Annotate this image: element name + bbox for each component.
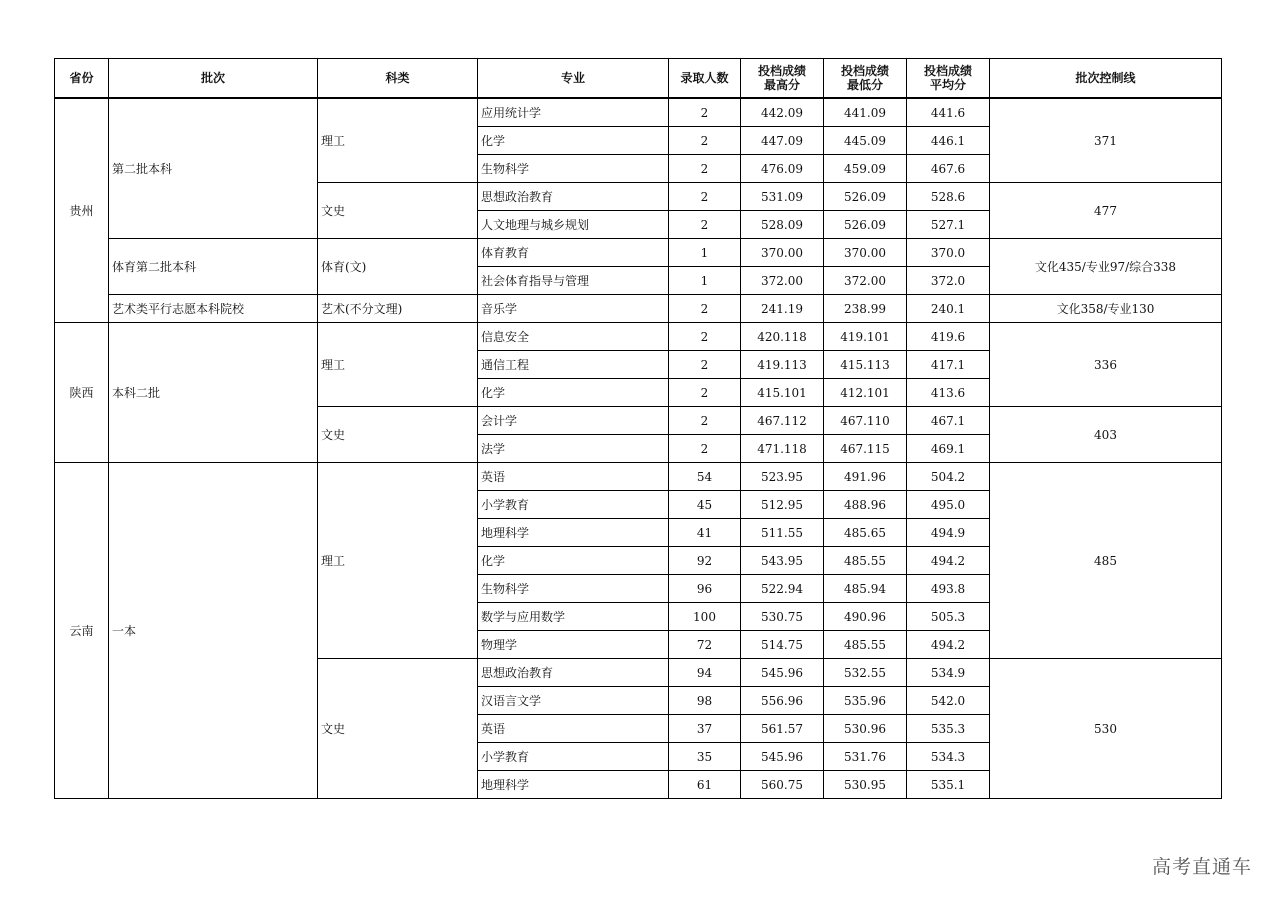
- major-cell: 应用统计学: [478, 98, 669, 127]
- major-cell: 地理科学: [478, 771, 669, 799]
- header-avg-score: [907, 59, 990, 99]
- control-line-cell: 477: [990, 183, 1222, 239]
- admission-score-table: [54, 58, 1222, 799]
- min-score-cell: 412.101: [824, 379, 907, 407]
- major-cell: 人文地理与城乡规划: [478, 211, 669, 239]
- major-cell: 化学: [478, 127, 669, 155]
- category-cell: 体育(文): [318, 239, 478, 295]
- major-cell: 思想政治教育: [478, 183, 669, 211]
- avg-score-cell: 504.2: [907, 463, 990, 491]
- category-cell: 文史: [318, 407, 478, 463]
- min-score-cell: 372.00: [824, 267, 907, 295]
- admitted-cell: 2: [669, 435, 741, 463]
- max-score-cell: 528.09: [741, 211, 824, 239]
- control-line-cell: 530: [990, 659, 1222, 799]
- avg-score-cell: 535.1: [907, 771, 990, 799]
- batch-cell: 体育第二批本科: [109, 239, 318, 295]
- avg-score-cell: 534.9: [907, 659, 990, 687]
- table-row: [55, 463, 1222, 491]
- max-score-cell: 442.09: [741, 98, 824, 127]
- admitted-cell: 2: [669, 127, 741, 155]
- control-line-cell: 文化358/专业130: [990, 295, 1222, 323]
- max-score-cell: 419.113: [741, 351, 824, 379]
- max-score-cell: 545.96: [741, 743, 824, 771]
- admitted-cell: 100: [669, 603, 741, 631]
- min-score-cell: 467.115: [824, 435, 907, 463]
- avg-score-cell: 535.3: [907, 715, 990, 743]
- avg-score-cell: 493.8: [907, 575, 990, 603]
- admitted-cell: 2: [669, 407, 741, 435]
- min-score-cell: 485.94: [824, 575, 907, 603]
- header-batch: 批次: [109, 59, 318, 99]
- min-score-cell: 467.110: [824, 407, 907, 435]
- header-max-score: [741, 59, 824, 99]
- avg-score-cell: 441.6: [907, 98, 990, 127]
- header-min-score: [824, 59, 907, 99]
- avg-score-cell: 469.1: [907, 435, 990, 463]
- control-line-cell: 403: [990, 407, 1222, 463]
- min-score-cell: 485.65: [824, 519, 907, 547]
- major-cell: 化学: [478, 547, 669, 575]
- admitted-cell: 2: [669, 295, 741, 323]
- header-control-line: 批次控制线: [990, 59, 1222, 99]
- min-score-cell: 238.99: [824, 295, 907, 323]
- avg-score-cell: 528.6: [907, 183, 990, 211]
- province-cell: 贵州: [55, 98, 109, 323]
- admitted-cell: 61: [669, 771, 741, 799]
- min-score-cell: 485.55: [824, 547, 907, 575]
- table-header: [55, 59, 1222, 99]
- admitted-cell: 72: [669, 631, 741, 659]
- min-score-cell: 488.96: [824, 491, 907, 519]
- header-row: [55, 59, 1222, 99]
- admitted-cell: 45: [669, 491, 741, 519]
- control-line-cell: 371: [990, 98, 1222, 183]
- max-score-cell: 370.00: [741, 239, 824, 267]
- major-cell: 小学教育: [478, 743, 669, 771]
- admitted-cell: 41: [669, 519, 741, 547]
- min-score-cell: 530.95: [824, 771, 907, 799]
- header-max-score-line2: 最高分: [763, 78, 800, 92]
- avg-score-cell: 419.6: [907, 323, 990, 351]
- admitted-cell: 35: [669, 743, 741, 771]
- major-cell: 物理学: [478, 631, 669, 659]
- max-score-cell: 522.94: [741, 575, 824, 603]
- max-score-cell: 514.75: [741, 631, 824, 659]
- max-score-cell: 511.55: [741, 519, 824, 547]
- min-score-cell: 370.00: [824, 239, 907, 267]
- major-cell: 化学: [478, 379, 669, 407]
- avg-score-cell: 494.9: [907, 519, 990, 547]
- major-cell: 生物科学: [478, 575, 669, 603]
- batch-cell: 第二批本科: [109, 98, 318, 239]
- admitted-cell: 92: [669, 547, 741, 575]
- max-score-cell: 560.75: [741, 771, 824, 799]
- max-score-cell: 545.96: [741, 659, 824, 687]
- min-score-cell: 445.09: [824, 127, 907, 155]
- max-score-cell: 476.09: [741, 155, 824, 183]
- avg-score-cell: 494.2: [907, 631, 990, 659]
- batch-cell: 一本: [109, 463, 318, 799]
- avg-score-cell: 240.1: [907, 295, 990, 323]
- category-cell: 文史: [318, 183, 478, 239]
- avg-score-cell: 467.6: [907, 155, 990, 183]
- max-score-cell: 447.09: [741, 127, 824, 155]
- province-cell: 陕西: [55, 323, 109, 463]
- max-score-cell: 561.57: [741, 715, 824, 743]
- admitted-cell: 2: [669, 323, 741, 351]
- min-score-cell: 530.96: [824, 715, 907, 743]
- avg-score-cell: 467.1: [907, 407, 990, 435]
- min-score-cell: 459.09: [824, 155, 907, 183]
- header-admitted: 录取人数: [669, 59, 741, 99]
- category-cell: 艺术(不分文理): [318, 295, 478, 323]
- avg-score-cell: 505.3: [907, 603, 990, 631]
- header-avg-score-line2: 平均分: [929, 78, 966, 92]
- max-score-cell: 415.101: [741, 379, 824, 407]
- avg-score-cell: 370.0: [907, 239, 990, 267]
- header-province: 省份: [55, 59, 109, 99]
- max-score-cell: 420.118: [741, 323, 824, 351]
- table-row: [55, 239, 1222, 267]
- admitted-cell: 1: [669, 267, 741, 295]
- table-row: [55, 98, 1222, 127]
- control-line-cell: 336: [990, 323, 1222, 407]
- avg-score-cell: 413.6: [907, 379, 990, 407]
- major-cell: 英语: [478, 715, 669, 743]
- province-cell: 云南: [55, 463, 109, 799]
- batch-cell: 艺术类平行志愿本科院校: [109, 295, 318, 323]
- admitted-cell: 96: [669, 575, 741, 603]
- header-max-score-line1: 投档成绩: [757, 64, 806, 78]
- major-cell: 体育教育: [478, 239, 669, 267]
- major-cell: 小学教育: [478, 491, 669, 519]
- watermark-text: 高考直通车: [1151, 856, 1252, 878]
- admitted-cell: 2: [669, 155, 741, 183]
- major-cell: 信息安全: [478, 323, 669, 351]
- min-score-cell: 526.09: [824, 211, 907, 239]
- admitted-cell: 2: [669, 379, 741, 407]
- min-score-cell: 490.96: [824, 603, 907, 631]
- major-cell: 英语: [478, 463, 669, 491]
- header-major: 专业: [478, 59, 669, 99]
- batch-cell: 本科二批: [109, 323, 318, 463]
- max-score-cell: 543.95: [741, 547, 824, 575]
- admitted-cell: 1: [669, 239, 741, 267]
- avg-score-cell: 534.3: [907, 743, 990, 771]
- major-cell: 社会体育指导与管理: [478, 267, 669, 295]
- max-score-cell: 471.118: [741, 435, 824, 463]
- control-line-cell: 文化435/专业97/综合338: [990, 239, 1222, 295]
- admitted-cell: 54: [669, 463, 741, 491]
- min-score-cell: 415.113: [824, 351, 907, 379]
- major-cell: 地理科学: [478, 519, 669, 547]
- admitted-cell: 37: [669, 715, 741, 743]
- admitted-cell: 2: [669, 211, 741, 239]
- max-score-cell: 467.112: [741, 407, 824, 435]
- admitted-cell: 98: [669, 687, 741, 715]
- table-row: [55, 295, 1222, 323]
- min-score-cell: 532.55: [824, 659, 907, 687]
- max-score-cell: 530.75: [741, 603, 824, 631]
- major-cell: 生物科学: [478, 155, 669, 183]
- avg-score-cell: 527.1: [907, 211, 990, 239]
- header-min-score-line2: 最低分: [846, 78, 883, 92]
- category-cell: 理工: [318, 98, 478, 183]
- max-score-cell: 512.95: [741, 491, 824, 519]
- category-cell: 理工: [318, 323, 478, 407]
- max-score-cell: 556.96: [741, 687, 824, 715]
- major-cell: 思想政治教育: [478, 659, 669, 687]
- max-score-cell: 241.19: [741, 295, 824, 323]
- header-avg-score-line1: 投档成绩: [923, 64, 972, 78]
- header-category: 科类: [318, 59, 478, 99]
- max-score-cell: 531.09: [741, 183, 824, 211]
- admitted-cell: 2: [669, 183, 741, 211]
- major-cell: 音乐学: [478, 295, 669, 323]
- max-score-cell: 372.00: [741, 267, 824, 295]
- min-score-cell: 526.09: [824, 183, 907, 211]
- major-cell: 数学与应用数学: [478, 603, 669, 631]
- min-score-cell: 491.96: [824, 463, 907, 491]
- major-cell: 汉语言文学: [478, 687, 669, 715]
- major-cell: 通信工程: [478, 351, 669, 379]
- avg-score-cell: 495.0: [907, 491, 990, 519]
- max-score-cell: 523.95: [741, 463, 824, 491]
- min-score-cell: 419.101: [824, 323, 907, 351]
- min-score-cell: 441.09: [824, 98, 907, 127]
- avg-score-cell: 542.0: [907, 687, 990, 715]
- category-cell: 理工: [318, 463, 478, 659]
- min-score-cell: 485.55: [824, 631, 907, 659]
- admitted-cell: 94: [669, 659, 741, 687]
- major-cell: 会计学: [478, 407, 669, 435]
- min-score-cell: 531.76: [824, 743, 907, 771]
- avg-score-cell: 417.1: [907, 351, 990, 379]
- major-cell: 法学: [478, 435, 669, 463]
- control-line-cell: 485: [990, 463, 1222, 659]
- table-body: [55, 98, 1222, 799]
- admitted-cell: 2: [669, 98, 741, 127]
- avg-score-cell: 494.2: [907, 547, 990, 575]
- admitted-cell: 2: [669, 351, 741, 379]
- header-min-score-line1: 投档成绩: [840, 64, 889, 78]
- avg-score-cell: 372.0: [907, 267, 990, 295]
- table-row: [55, 323, 1222, 351]
- category-cell: 文史: [318, 659, 478, 799]
- min-score-cell: 535.96: [824, 687, 907, 715]
- avg-score-cell: 446.1: [907, 127, 990, 155]
